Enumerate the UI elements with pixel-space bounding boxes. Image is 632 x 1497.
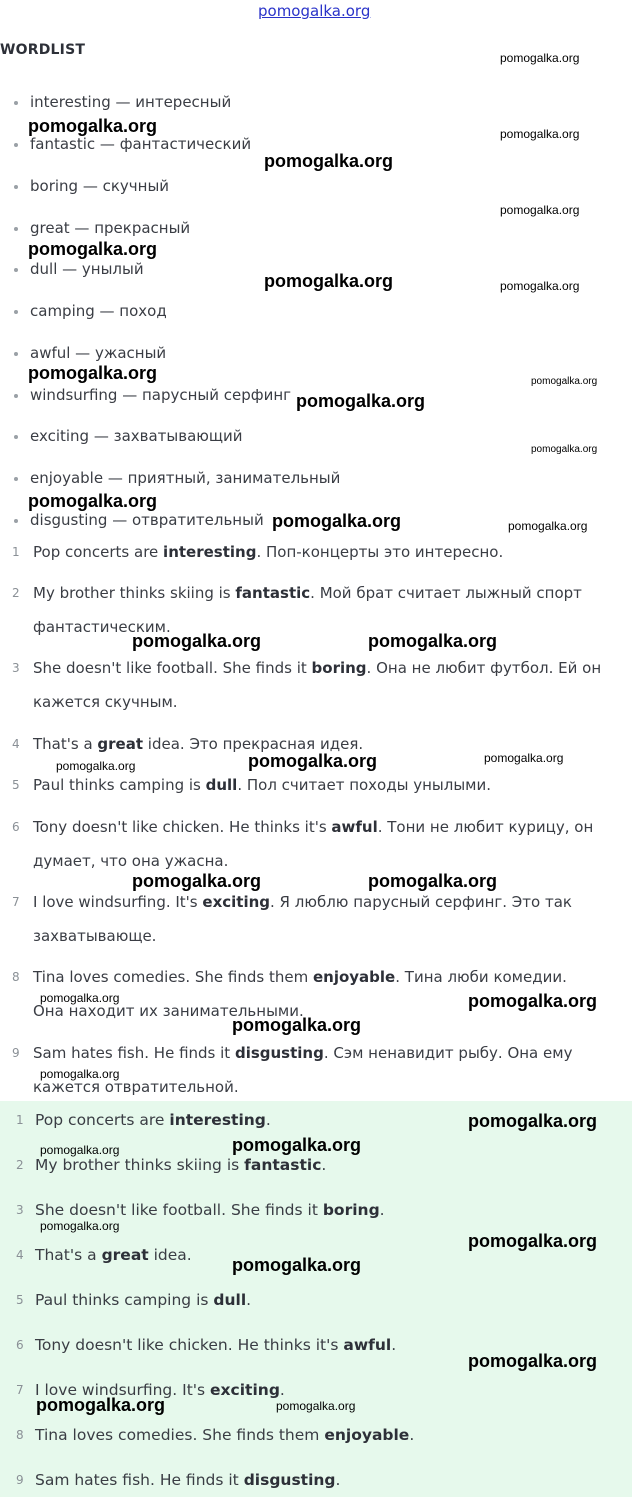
watermark: pomogalka.org <box>232 1135 362 1155</box>
bullet-icon <box>14 101 18 105</box>
watermark: pomogalka.org <box>132 871 262 891</box>
watermark: pomogalka.org <box>296 391 426 411</box>
site-link[interactable]: pomogalka.org <box>258 2 371 20</box>
watermark: pomogalka.org <box>264 271 394 291</box>
bullet-icon <box>14 394 18 398</box>
watermark: pomogalka.org <box>500 127 580 141</box>
bullet-icon <box>14 310 18 314</box>
wordlist-item: fantastic — фантастический <box>14 135 251 153</box>
watermark: pomogalka.org <box>28 239 158 259</box>
watermark: pomogalka.org <box>468 1351 598 1371</box>
watermark: pomogalka.org <box>232 1015 362 1035</box>
watermark: pomogalka.org <box>500 279 580 293</box>
watermark: pomogalka.org <box>468 1231 598 1251</box>
bullet-icon <box>14 352 18 356</box>
watermark: pomogalka.org <box>468 991 598 1011</box>
bullet-icon <box>14 143 18 147</box>
bullet-icon <box>14 477 18 481</box>
watermark: pomogalka.org <box>132 631 262 651</box>
wordlist-title: WORDLIST <box>0 42 86 58</box>
watermark: pomogalka.org <box>500 51 580 65</box>
wordlist-item: awful — ужасный <box>14 344 166 362</box>
watermark: pomogalka.org <box>36 1395 166 1415</box>
wordlist-item: windsurfing — парусный серфинг <box>14 386 291 404</box>
wordlist-item: disgusting — отвратительный <box>14 511 264 529</box>
wordlist-item: boring — скучный <box>14 177 169 195</box>
watermark: pomogalka.org <box>40 1067 120 1081</box>
wordlist-item: great — прекрасный <box>14 219 190 237</box>
watermark: pomogalka.org <box>531 376 598 387</box>
watermark: pomogalka.org <box>28 491 158 511</box>
watermark: pomogalka.org <box>531 444 598 455</box>
watermark: pomogalka.org <box>40 1219 120 1233</box>
watermark: pomogalka.org <box>508 519 588 533</box>
watermark: pomogalka.org <box>272 511 402 531</box>
bullet-icon <box>14 268 18 272</box>
wordlist-item: enjoyable — приятный, занимательный <box>14 469 340 487</box>
wordlist-item: exciting — захватывающий <box>14 427 243 445</box>
watermark: pomogalka.org <box>28 116 158 136</box>
bullet-icon <box>14 435 18 439</box>
watermark: pomogalka.org <box>500 203 580 217</box>
bullet-icon <box>14 185 18 189</box>
watermark: pomogalka.org <box>56 759 136 773</box>
watermark: pomogalka.org <box>276 1399 356 1413</box>
wordlist-item: camping — поход <box>14 302 167 320</box>
wordlist-item: interesting — интересный <box>14 93 231 111</box>
watermark: pomogalka.org <box>468 1111 598 1131</box>
watermark: pomogalka.org <box>40 1143 120 1157</box>
watermark: pomogalka.org <box>232 1255 362 1275</box>
bullet-icon <box>14 519 18 523</box>
bullet-icon <box>14 227 18 231</box>
watermark: pomogalka.org <box>40 991 120 1005</box>
watermark: pomogalka.org <box>248 751 378 771</box>
watermark: pomogalka.org <box>368 631 498 651</box>
watermark: pomogalka.org <box>28 363 158 383</box>
wordlist-item: dull — унылый <box>14 260 144 278</box>
watermark: pomogalka.org <box>368 871 498 891</box>
watermark: pomogalka.org <box>484 751 564 765</box>
watermark: pomogalka.org <box>264 151 394 171</box>
